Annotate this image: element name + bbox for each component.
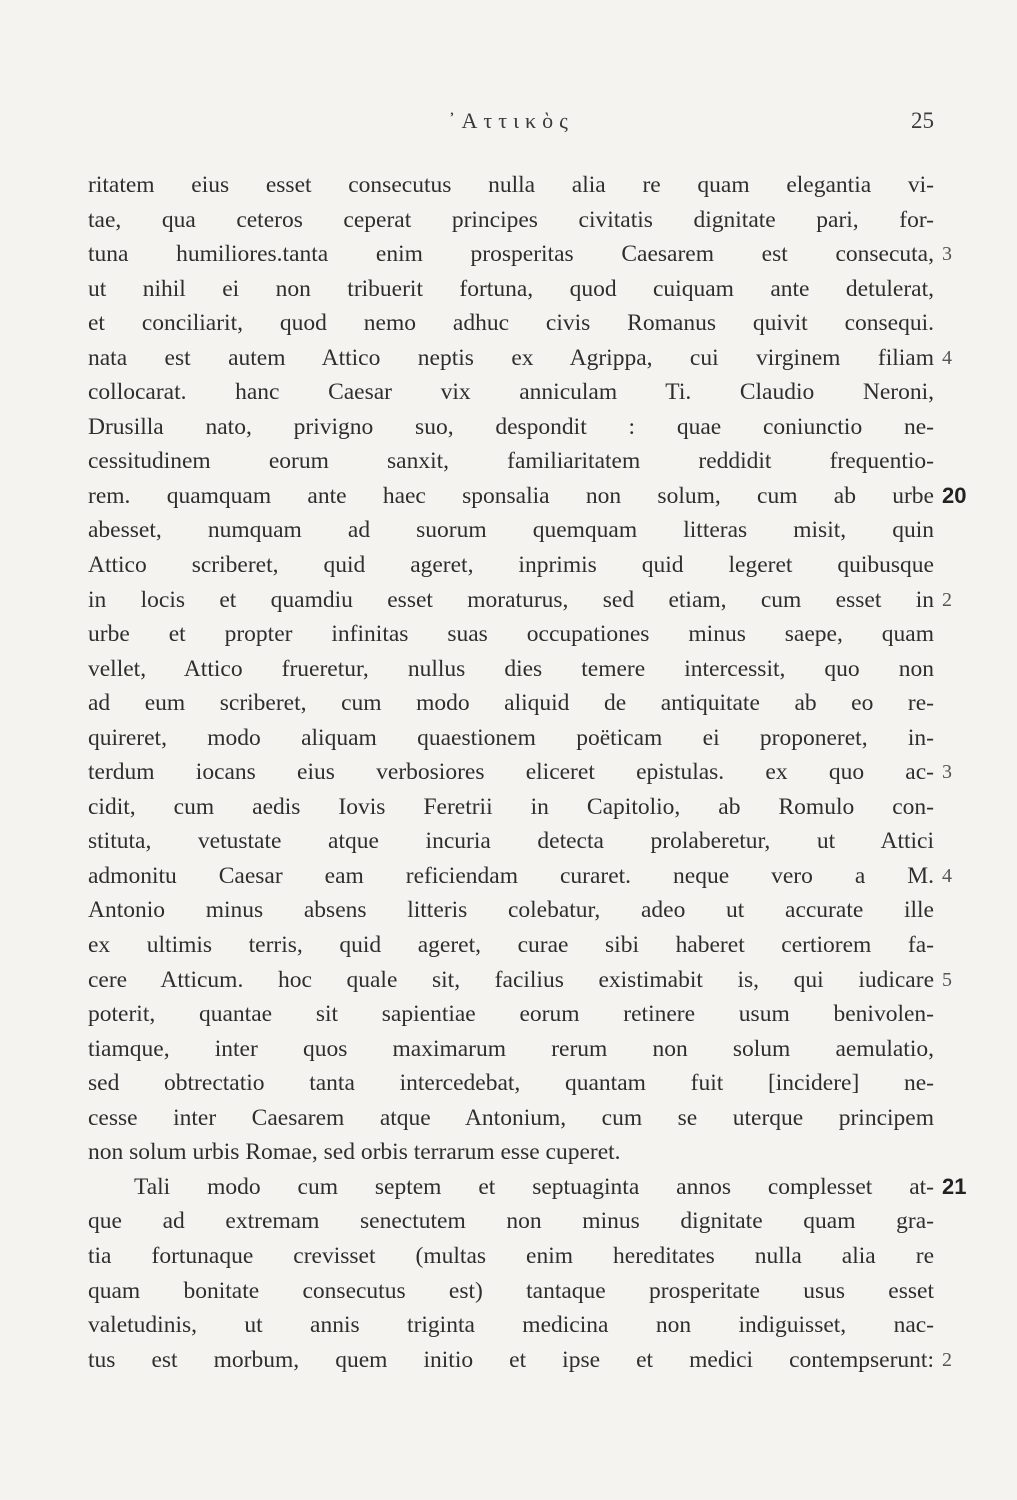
text-line	[88, 410, 934, 445]
text-line	[88, 168, 934, 203]
section-number: 2	[942, 1348, 952, 1371]
chapter-number: 20	[942, 482, 967, 508]
line-text: ritatem eius esset consecutus nulla alia re quam elegantia vi-	[88, 172, 934, 198]
line-text: vellet, Attico frueretur, nullus dies temere intercessit, quo non	[88, 655, 934, 682]
section-number: 3	[942, 243, 952, 266]
text-line	[88, 513, 934, 548]
page-header	[88, 108, 934, 142]
line-text: cessitudinem eorum sanxit, familiaritatem reddidit frequentio-	[88, 448, 934, 475]
text-line	[88, 272, 934, 307]
section-number: 3	[942, 761, 952, 784]
text-line	[88, 824, 934, 859]
text-line	[88, 1308, 934, 1343]
line-text: Tali modo cum septem et septuaginta annos complesset at-	[134, 1173, 934, 1200]
line-text: tus est morbum, quem initio et ipse et medici contempserunt:	[88, 1346, 934, 1373]
line-text: in locis et quamdiu esset moraturus, sed etiam, cum esset in	[88, 586, 934, 613]
line-text: abesset, numquam ad suorum quemquam litteras misit, quin	[88, 517, 934, 544]
text-line	[88, 1135, 934, 1170]
running-title: ᾿Αττικὸς	[448, 108, 574, 133]
line-text: urbe et propter infinitas suas occupationes minus saepe, quam	[88, 621, 934, 648]
text-line	[88, 652, 934, 687]
text-line	[88, 617, 934, 652]
line-text: tuna humiliores.tanta enim prosperitas Caesarem est consecuta,	[88, 241, 934, 268]
text-line	[88, 1170, 967, 1205]
text-line	[88, 548, 934, 583]
line-text: cesse inter Caesarem atque Antonium, cum se uterque principem	[88, 1104, 934, 1131]
section-number: 5	[942, 968, 952, 991]
line-text: ad eum scriberet, cum modo aliquid de antiquitate ab eo re-	[88, 690, 934, 717]
text-line	[88, 755, 952, 790]
text-line	[88, 928, 934, 963]
line-text: valetudinis, ut annis triginta medicina non indiguisset, nac-	[88, 1312, 934, 1339]
line-text: quam bonitate consecutus est) tantaque prosperitate usus esset	[88, 1277, 934, 1304]
section-number: 4	[942, 864, 952, 887]
text-line	[88, 1343, 952, 1378]
text-line	[88, 963, 952, 998]
text-line	[88, 1101, 934, 1136]
text-line	[88, 444, 934, 479]
line-text: non solum urbis Romae, sed orbis terrarum esse cuperet.	[88, 1139, 621, 1166]
line-text: que ad extremam senectutem non minus dignitate quam gra-	[88, 1208, 934, 1235]
line-text: admonitu Caesar eam reficiendam curaret. neque vero a M.	[88, 862, 934, 889]
line-text: sed obtrectatio tanta intercedebat, quantam fuit [incidere] ne-	[88, 1070, 934, 1097]
text-line	[88, 1204, 934, 1239]
line-text: Antonio minus absens litteris colebatur, adeo ut accurate ille	[88, 897, 934, 924]
text-line	[88, 306, 934, 341]
text-line	[88, 1066, 934, 1101]
line-text: quireret, modo aliquam quaestionem poëticam ei proponeret, in-	[88, 724, 934, 751]
line-text: tae, qua ceteros ceperat principes civitatis dignitate pari, for-	[88, 206, 934, 233]
text-line	[88, 1032, 934, 1067]
text-line	[88, 790, 934, 825]
line-text: ex ultimis terris, quid ageret, curae sibi haberet certiorem fa-	[88, 932, 934, 959]
text-line	[88, 721, 934, 756]
page-number: 25	[911, 108, 934, 133]
line-text: collocarat. hanc Caesar vix anniculam Ti. Claudio Neroni,	[88, 379, 934, 406]
text-line	[88, 686, 934, 721]
body-text	[88, 168, 967, 1377]
text-line	[88, 893, 934, 928]
line-text: tiamque, inter quos maximarum rerum non solum aemulatio,	[88, 1035, 934, 1062]
line-text: tia fortunaque crevisset (multas enim hereditates nulla alia re	[88, 1242, 934, 1269]
text-line	[88, 1274, 934, 1309]
section-number: 4	[942, 346, 952, 369]
line-text: stituta, vetustate atque incuria detecta prolaberetur, ut Attici	[88, 828, 934, 855]
text-line	[88, 237, 952, 272]
text-line	[88, 583, 952, 618]
chapter-number: 21	[942, 1173, 967, 1199]
text-line	[88, 859, 952, 894]
line-text: terdum iocans eius verbosiores eliceret epistulas. ex quo ac-	[88, 759, 934, 786]
text-line	[88, 375, 934, 410]
line-text: Attico scriberet, quid ageret, inprimis quid legeret quibusque	[88, 552, 934, 579]
line-text: cere Atticum. hoc quale sit, facilius existimabit is, qui iudicare	[88, 966, 934, 993]
text-line	[88, 1239, 934, 1274]
line-text: rem. quamquam ante haec sponsalia non solum, cum ab urbe	[88, 482, 934, 509]
text-line	[88, 203, 934, 238]
text-line	[88, 341, 952, 376]
line-text: Drusilla nato, privigno suo, despondit : quae coniunctio ne-	[88, 413, 934, 440]
section-number: 2	[942, 588, 952, 611]
text-line	[88, 997, 934, 1032]
line-text: et conciliarit, quod nemo adhuc civis Romanus quivit consequi.	[88, 310, 934, 337]
line-text: poterit, quantae sit sapientiae eorum retinere usum benivolen-	[88, 1001, 934, 1028]
line-text: ut nihil ei non tribuerit fortuna, quod cuiquam ante detulerat,	[88, 275, 934, 302]
line-text: cidit, cum aedis Iovis Feretrii in Capitolio, ab Romulo con-	[88, 793, 934, 820]
text-line	[88, 479, 967, 514]
line-text: nata est autem Attico neptis ex Agrippa, cui virginem filiam	[88, 344, 934, 371]
